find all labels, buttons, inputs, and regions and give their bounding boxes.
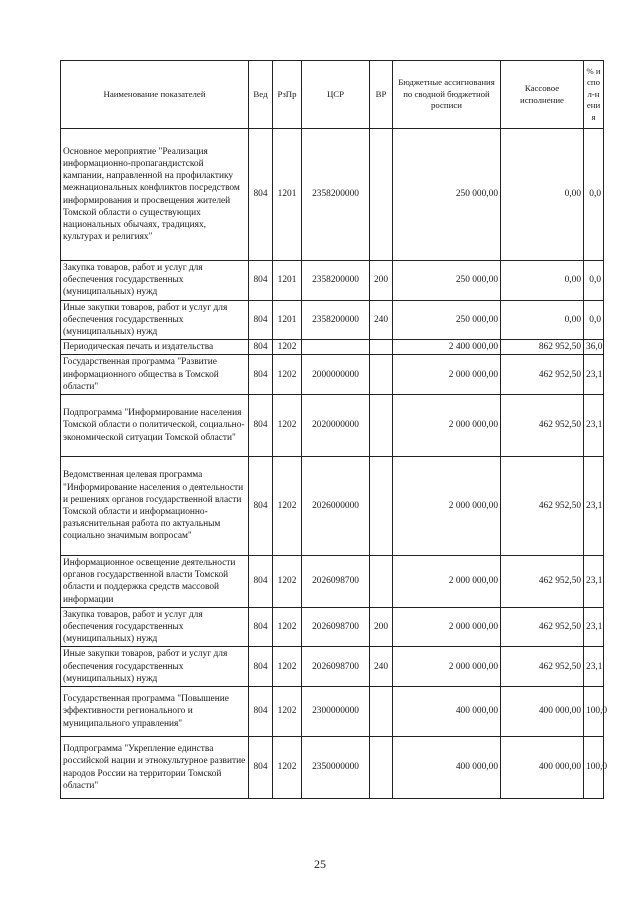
cell-vr bbox=[370, 129, 393, 261]
cell-ved: 804 bbox=[249, 129, 273, 261]
cell-name: Подпрограмма "Укрепление единства российской нации и этнокультурное развитие народов России на территории Томской области" bbox=[61, 737, 249, 799]
table-row bbox=[61, 129, 604, 261]
cell-cash: 462 952,50 bbox=[501, 607, 584, 647]
table-row bbox=[61, 687, 604, 737]
cell-rzpr: 1202 bbox=[273, 355, 302, 395]
cell-rzpr: 1202 bbox=[273, 647, 302, 687]
cell-rzpr: 1201 bbox=[273, 129, 302, 261]
cell-pct: 0,0 bbox=[584, 261, 604, 301]
cell-name: Закупка товаров, работ и услуг для обеспечения государственных (муниципальных) нужд bbox=[61, 607, 249, 647]
cell-rzpr: 1202 bbox=[273, 340, 302, 355]
cell-pct: 100,0 bbox=[584, 737, 604, 799]
table-row bbox=[61, 737, 604, 799]
table-row bbox=[61, 457, 604, 556]
cell-pct: 23,1 bbox=[584, 556, 604, 608]
cell-rzpr: 1202 bbox=[273, 607, 302, 647]
cell-ved: 804 bbox=[249, 607, 273, 647]
cell-csr: 2000000000 bbox=[302, 355, 370, 395]
cell-ved: 804 bbox=[249, 355, 273, 395]
header-ved: Вед bbox=[249, 61, 273, 129]
header-vr: ВР bbox=[370, 61, 393, 129]
cell-ved: 804 bbox=[249, 457, 273, 556]
cell-ved: 804 bbox=[249, 261, 273, 301]
cell-vr: 200 bbox=[370, 607, 393, 647]
cell-name: Основное мероприятие "Реализация информационно-пропагандистской кампании, направленной на профилактику межнациональных конфликтов посредством информирования и просвещения жителей Томской области о существующих национальных обычаях, традициях, культурах и религиях" bbox=[61, 129, 249, 261]
cell-vr bbox=[370, 687, 393, 737]
cell-rzpr: 1202 bbox=[273, 395, 302, 457]
table-row bbox=[61, 300, 604, 340]
cell-pct: 0,0 bbox=[584, 300, 604, 340]
cell-rzpr: 1202 bbox=[273, 556, 302, 608]
cell-name: Иные закупки товаров, работ и услуг для обеспечения государственных (муниципальных) нужд bbox=[61, 300, 249, 340]
cell-vr bbox=[370, 355, 393, 395]
header-csr: ЦСР bbox=[302, 61, 370, 129]
cell-vr: 240 bbox=[370, 647, 393, 687]
cell-pct: 100,0 bbox=[584, 687, 604, 737]
cell-vr: 200 bbox=[370, 261, 393, 301]
cell-pct: 23,1 bbox=[584, 355, 604, 395]
cell-pct: 23,1 bbox=[584, 607, 604, 647]
budget-execution-table bbox=[60, 60, 608, 799]
cell-ved: 804 bbox=[249, 647, 273, 687]
cell-rzpr: 1201 bbox=[273, 261, 302, 301]
cell-budget: 2 000 000,00 bbox=[393, 457, 501, 556]
cell-budget: 250 000,00 bbox=[393, 261, 501, 301]
header-rzpr: РзПр bbox=[273, 61, 302, 129]
cell-budget: 400 000,00 bbox=[393, 687, 501, 737]
cell-budget: 2 000 000,00 bbox=[393, 395, 501, 457]
table-row bbox=[61, 395, 604, 457]
cell-budget: 2 000 000,00 bbox=[393, 556, 501, 608]
cell-name: Государственная программа "Повышение эффективности регионального и муниципального управления" bbox=[61, 687, 249, 737]
cell-vr bbox=[370, 395, 393, 457]
cell-pct: 23,1 bbox=[584, 395, 604, 457]
cell-vr bbox=[370, 737, 393, 799]
cell-name: Информационное освещение деятельности органов государственной власти Томской области и поддержка средств массовой информации bbox=[61, 556, 249, 608]
cell-csr: 2026098700 bbox=[302, 556, 370, 608]
table-row bbox=[61, 607, 604, 647]
cell-ved: 804 bbox=[249, 340, 273, 355]
cell-ved: 804 bbox=[249, 395, 273, 457]
cell-ved: 804 bbox=[249, 556, 273, 608]
cell-ved: 804 bbox=[249, 687, 273, 737]
cell-cash: 462 952,50 bbox=[501, 457, 584, 556]
cell-csr: 2350000000 bbox=[302, 737, 370, 799]
cell-cash: 0,00 bbox=[501, 129, 584, 261]
cell-csr: 2026098700 bbox=[302, 607, 370, 647]
table-row bbox=[61, 556, 604, 608]
cell-csr: 2026000000 bbox=[302, 457, 370, 556]
cell-vr: 240 bbox=[370, 300, 393, 340]
cell-csr: 2358200000 bbox=[302, 129, 370, 261]
cell-name: Закупка товаров, работ и услуг для обеспечения государственных (муниципальных) нужд bbox=[61, 261, 249, 301]
cell-csr: 2020000000 bbox=[302, 395, 370, 457]
cell-rzpr: 1201 bbox=[273, 300, 302, 340]
table-row bbox=[61, 261, 604, 301]
cell-name: Ведомственная целевая программа "Информирование населения о деятельности и решениях органов государственной власти Томской области и информационно-разъяснительная работа по актуальным социально значимым вопросам" bbox=[61, 457, 249, 556]
cell-cash: 0,00 bbox=[501, 261, 584, 301]
cell-budget: 250 000,00 bbox=[393, 300, 501, 340]
cell-budget: 2 000 000,00 bbox=[393, 647, 501, 687]
cell-pct: 23,1 bbox=[584, 647, 604, 687]
header-name: Наименование показателей bbox=[61, 61, 249, 129]
cell-budget: 400 000,00 bbox=[393, 737, 501, 799]
table-header-row bbox=[61, 61, 604, 129]
table-row bbox=[61, 355, 604, 395]
cell-name: Периодическая печать и издательства bbox=[61, 340, 249, 355]
cell-csr: 2358200000 bbox=[302, 261, 370, 301]
cell-rzpr: 1202 bbox=[273, 457, 302, 556]
cell-budget: 2 400 000,00 bbox=[393, 340, 501, 355]
cell-cash: 400 000,00 bbox=[501, 687, 584, 737]
cell-cash: 462 952,50 bbox=[501, 647, 584, 687]
cell-csr: 2358200000 bbox=[302, 300, 370, 340]
cell-csr: 2026098700 bbox=[302, 647, 370, 687]
cell-vr bbox=[370, 340, 393, 355]
cell-cash: 462 952,50 bbox=[501, 355, 584, 395]
cell-pct: 0,0 bbox=[584, 129, 604, 261]
cell-budget: 250 000,00 bbox=[393, 129, 501, 261]
cell-cash: 862 952,50 bbox=[501, 340, 584, 355]
cell-name: Подпрограмма "Информирование населения Томской области о политической, социально-экономической ситуации Томской области" bbox=[61, 395, 249, 457]
table-body bbox=[61, 129, 608, 799]
page-number: 25 bbox=[314, 857, 326, 871]
cell-csr: 2300000000 bbox=[302, 687, 370, 737]
cell-budget: 2 000 000,00 bbox=[393, 355, 501, 395]
cell-budget: 2 000 000,00 bbox=[393, 607, 501, 647]
header-pct: % испол-нения bbox=[584, 61, 604, 129]
cell-ved: 804 bbox=[249, 737, 273, 799]
table-row bbox=[61, 340, 604, 355]
cell-name: Иные закупки товаров, работ и услуг для обеспечения государственных (муниципальных) нужд bbox=[61, 647, 249, 687]
cell-rzpr: 1202 bbox=[273, 737, 302, 799]
cell-ved: 804 bbox=[249, 300, 273, 340]
header-budget: Бюджетные ассигнования по сводной бюджетной росписи bbox=[393, 61, 501, 129]
cell-pct: 36,0 bbox=[584, 340, 604, 355]
cell-cash: 0,00 bbox=[501, 300, 584, 340]
cell-csr bbox=[302, 340, 370, 355]
cell-rzpr: 1202 bbox=[273, 687, 302, 737]
cell-vr bbox=[370, 457, 393, 556]
cell-name: Государственная программа "Развитие информационного общества в Томской области" bbox=[61, 355, 249, 395]
cell-pct: 23,1 bbox=[584, 457, 604, 556]
cell-cash: 400 000,00 bbox=[501, 737, 584, 799]
cell-vr bbox=[370, 556, 393, 608]
table-row bbox=[61, 647, 604, 687]
cell-cash: 462 952,50 bbox=[501, 556, 584, 608]
cell-cash: 462 952,50 bbox=[501, 395, 584, 457]
header-cash: Кассовое исполнение bbox=[501, 61, 584, 129]
